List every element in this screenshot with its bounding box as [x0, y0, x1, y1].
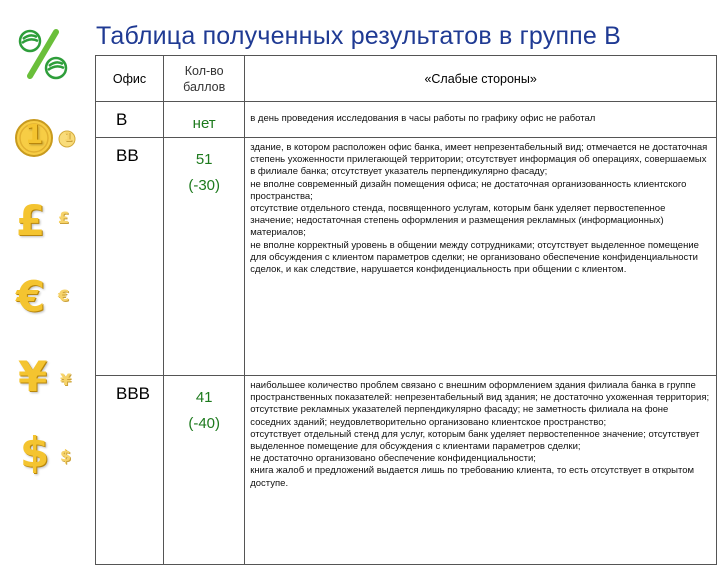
score-delta: (-30): [188, 177, 220, 194]
score-cell: [164, 102, 245, 138]
score-cell: [164, 376, 245, 565]
sber-percent-logo-icon: [16, 28, 70, 80]
score-cell: [164, 138, 245, 376]
table-row: [96, 138, 717, 376]
table-header-row: [96, 56, 717, 102]
office-cell: ВВВ: [96, 376, 164, 565]
weak-points-cell: [245, 376, 717, 565]
weak-point: отсутствие отдельного стенда, посвященного услугам, которым банк уделяет первостепенное значение; недостаточная степень оформления и размещения рекламных (информационных) материалов;: [250, 203, 666, 239]
weak-point: в день проведения исследования в часы работы по графику офис не работал: [250, 113, 596, 124]
weak-points-cell: [245, 102, 717, 138]
page-title: Таблица полученных результатов в группе В: [96, 22, 622, 50]
office-cell: В: [96, 102, 164, 138]
header-score: Кол-во баллов: [164, 56, 245, 102]
weak-point: не вполне современный дизайн помещения офиса; не достаточная организованность клиентского пространства;: [250, 178, 687, 202]
decorative-sidebar: 1 1 £ £ € € ¥ ¥ $ $: [0, 0, 90, 540]
score-value: 51: [195, 151, 213, 168]
weak-point: здание, в котором расположен офис банка, имеет непрезентабельный вид; отмечается не достаточная степень ухоженности прилегающей территории; отсутствует информация об операциях, совершаемых в филиале банка; отсутствует указатель перпендикулярно фасаду;: [250, 142, 708, 178]
office-cell: ВВ: [96, 138, 164, 376]
weak-point: не вполне корректный уровень в общении между сотрудниками; отсутствует выделенное помещение для обсуждения с клиентом параметров сделки; не организовано обеспечение конфиденциальности сделок, и как следствие, нарушается конфиденциальность при общении с клиентом.: [250, 239, 699, 276]
weak-points-cell: [245, 138, 717, 376]
score-value: нет: [192, 115, 216, 132]
weak-point: отсутствует отдельный стенд для услуг, которым банк уделяет первостепенное значение; отсутствует выделенное помещение для обсуждения с клиентами параметров сделки;: [250, 428, 700, 453]
header-office: Офис: [96, 56, 164, 102]
weak-point: не достаточно организовано обеспечение конфиденциальности;: [250, 453, 536, 465]
score-delta: (-40): [188, 415, 220, 432]
table-row: [96, 102, 717, 138]
score-value: 41: [195, 389, 213, 406]
table-row: [96, 376, 717, 565]
weak-point: книга жалоб и предложений выдается лишь по требованию клиента, то есть отсутствует в открытом доступе.: [250, 465, 695, 489]
header-weak-points: «Слабые стороны»: [245, 56, 717, 102]
weak-point: наибольшее количество проблем связано с внешним оформлением здания филиала банка в группе пространственных показателей: непрезентабельный вид здания; не достаточно ухоженная территория; отсутствие рекламных указателей перпендикулярно фасаду; не заметность филиала на фоне соседних зданий; неудовлетворительно организовано клиентское пространство;: [250, 380, 710, 428]
results-table: [95, 55, 717, 565]
